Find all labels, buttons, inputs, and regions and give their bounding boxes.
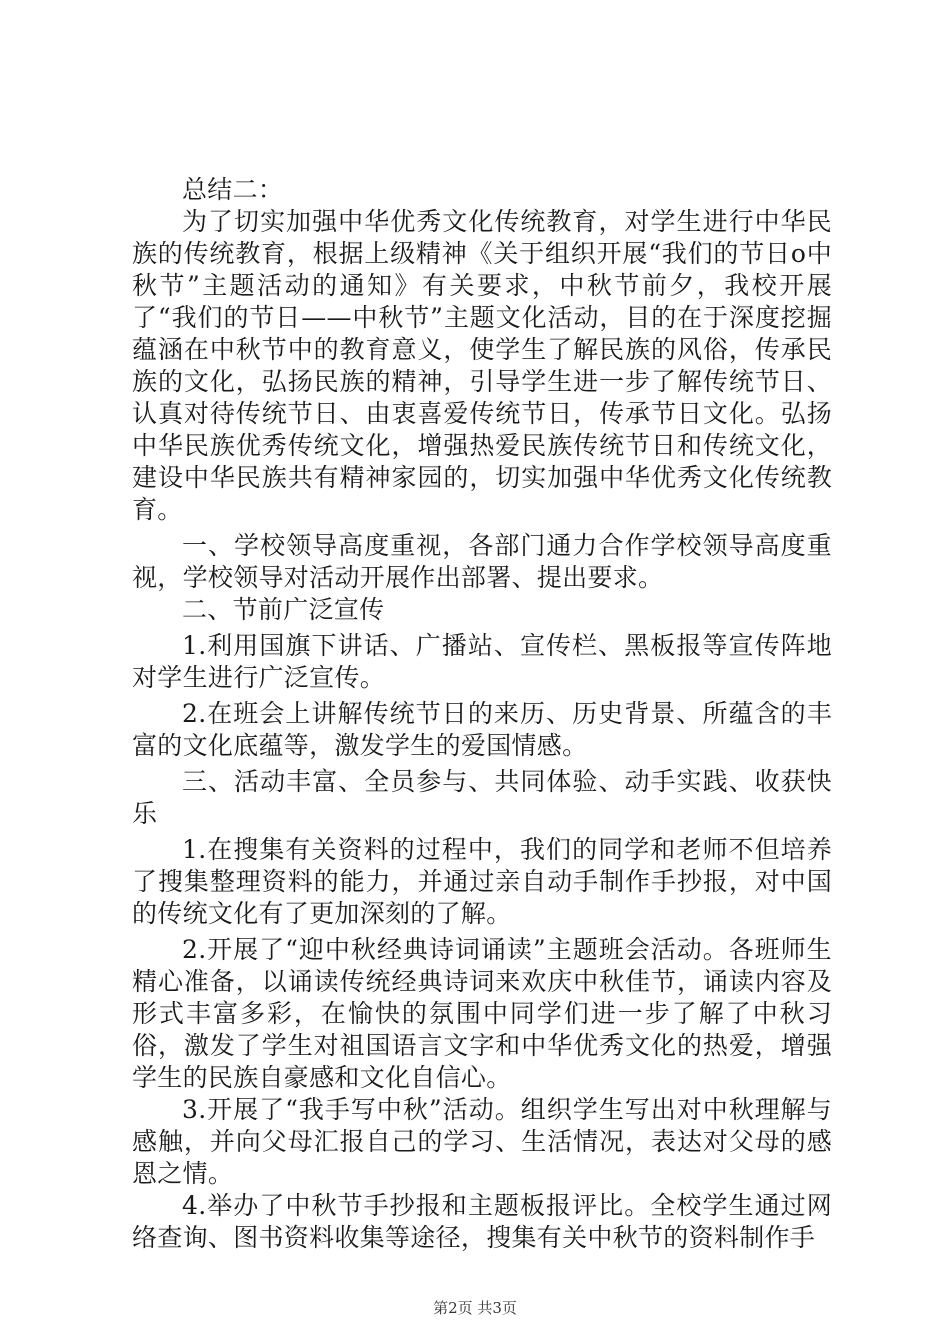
section-heading: 总结二： [182,175,284,204]
paragraph-section-1: 一、学校领导高度重视，各部门通力合作学校领导高度重视，学校领导对活动开展作出部署、提出要求。 [132,531,832,592]
page-number-footer: 第2页 共3页 [433,1299,517,1317]
paragraph-item-3-4: 4.举办了中秋节手抄报和主题板报评比。全校学生通过网络查询、图书资料收集等途径，搜集有关中秋节的资料制作手 [132,1191,832,1252]
paragraph-item-2-1: 1.利用国旗下讲话、广播站、宣传栏、黑板报等宣传阵地对学生进行广泛宣传。 [132,631,832,692]
paragraph-section-3-title: 三、活动丰富、全员参与、共同体验、动手实践、收获快乐 [132,767,832,828]
paragraph-intro: 为了切实加强中华优秀文化传统教育，对学生进行中华民族的传统教育，根据上级精神《关于组织开展“我们的节日o中秋节”主题活动的通知》有关要求，中秋节前夕，我校开展了“我们的节日——中秋节”主题文化活动，目的在于深度挖掘蕴涵在中秋节中的教育意义，使学生了解民族的风俗，传承民族的文化，弘扬民族的精神，引导学生进一步了解传统节日、认真对待传统节日、由衷喜爱传统节日，传承节日文化。弘扬中华民族优秀传统文化，增强热爱民族传统节日和传统文化，建设中华民族共有精神家园的，切实加强中华优秀文化传统教育。 [132,207,832,524]
paragraph-section-2-title: 二、节前广泛宣传 [182,595,385,624]
paragraph-item-3-3: 3.开展了“我手写中秋”活动。组织学生写出对中秋理解与感触，并向父母汇报自己的学习、生活情况，表达对父母的感恩之情。 [132,1095,832,1188]
paragraph-item-2-2: 2.在班会上讲解传统节日的来历、历史背景、所蕴含的丰富的文化底蕴等，激发学生的爱国情感。 [132,699,832,760]
paragraph-item-3-1: 1.在搜集有关资料的过程中，我们的同学和老师不但培养了搜集整理资料的能力，并通过亲自动手制作手抄报，对中国的传统文化有了更加深刻的了解。 [132,835,832,928]
paragraph-item-3-2: 2.开展了“迎中秋经典诗词诵读”主题班会活动。各班师生精心准备，以诵读传统经典诗词来欢庆中秋佳节，诵读内容及形式丰富多彩，在愉快的氛围中同学们进一步了解了中秋习俗，激发了学生对祖国语言文字和中华优秀文化的热爱，增强学生的民族自豪感和文化自信心。 [132,935,832,1092]
document-body [132,174,832,1254]
